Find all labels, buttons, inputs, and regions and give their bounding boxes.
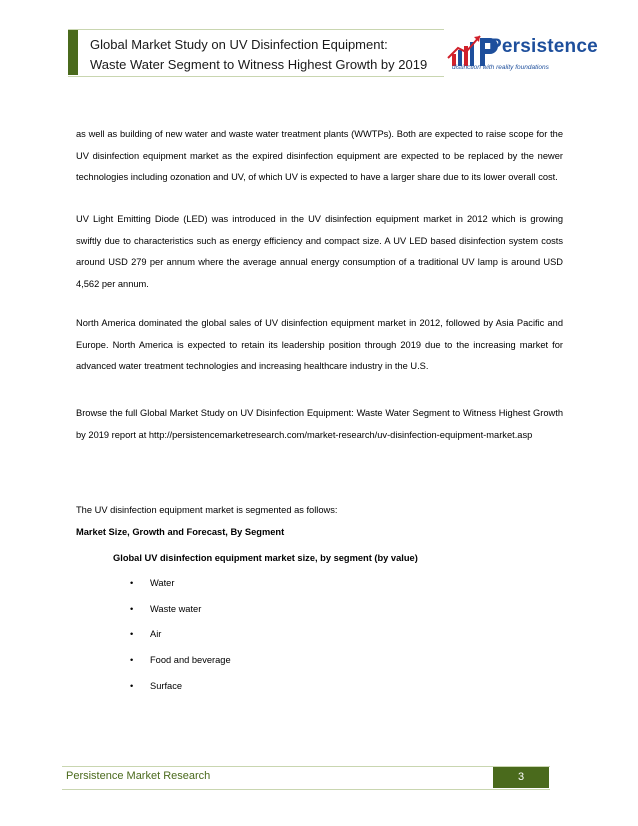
list-item — [130, 604, 201, 614]
segment-intro: The UV disinfection equipment market is segmented as follows: — [76, 505, 338, 515]
footer-company: Persistence Market Research — [66, 770, 211, 782]
bullet-marker: • — [130, 604, 134, 614]
list-item — [130, 681, 182, 691]
list-item-label: Water — [150, 578, 175, 588]
segment-subheading: Global UV disinfection equipment market size, by segment (by value) — [113, 553, 418, 563]
list-item — [130, 629, 161, 639]
list-item — [130, 655, 231, 665]
list-item-label: Air — [150, 629, 162, 639]
paragraph-1: as well as building of new water and waste water treatment plants (WWTPs). Both are expected to raise scope for the UV disinfection equipment market as the expired disinfection equipment are expected to be replaced by the newer technologies including ozonation and UV, of which UV is expected to have a larger share due to its lower overall cost. — [76, 129, 563, 183]
paragraph-4: Browse the full Global Market Study on UV Disinfection Equipment: Waste Water Segment to Witness Highest Growth by 2019 report at http://persistencemarketresearch.com/market-research/uv-disinfection-equipment-market.asp — [76, 408, 563, 440]
bullet-marker: • — [130, 655, 134, 665]
header-accent-bar — [68, 30, 78, 75]
logo-tagline: distinction with reality foundations — [452, 64, 549, 71]
section-heading: Market Size, Growth and Forecast, By Segment — [76, 527, 285, 537]
list-item-label: Waste water — [150, 604, 202, 614]
list-item-label: Food and beverage — [150, 655, 231, 665]
list-item — [130, 578, 174, 588]
list-item-label: Surface — [150, 681, 183, 691]
bullet-marker: • — [130, 629, 134, 639]
bullet-marker: • — [130, 681, 134, 691]
page-number: 3 — [493, 767, 549, 788]
bullet-marker: • — [130, 578, 134, 588]
logo-wordmark: Persistence — [489, 36, 598, 57]
document-title — [90, 35, 427, 75]
title-line-2: Waste Water Segment to Witness Highest Growth by 2019 — [90, 57, 428, 72]
paragraph-3: North America dominated the global sales of UV disinfection equipment market in 2012, followed by Asia Pacific and Europe. North America is expected to retain its leadership position through 2019 due to the increasing market for advanced water treatment technologies and increasing healthcare industry in the U.S. — [76, 318, 563, 372]
title-line-1: Global Market Study on UV Disinfection Equipment: — [90, 37, 388, 52]
paragraph-2: UV Light Emitting Diode (LED) was introduced in the UV disinfection equipment market in 2012 which is growing swiftly due to characteristics such as energy efficiency and compact size. A UV LED based disinfection system costs around USD 279 per annum where the average annual energy consumption of a traditional UV lamp is around USD 4,562 per annum. — [76, 214, 563, 289]
